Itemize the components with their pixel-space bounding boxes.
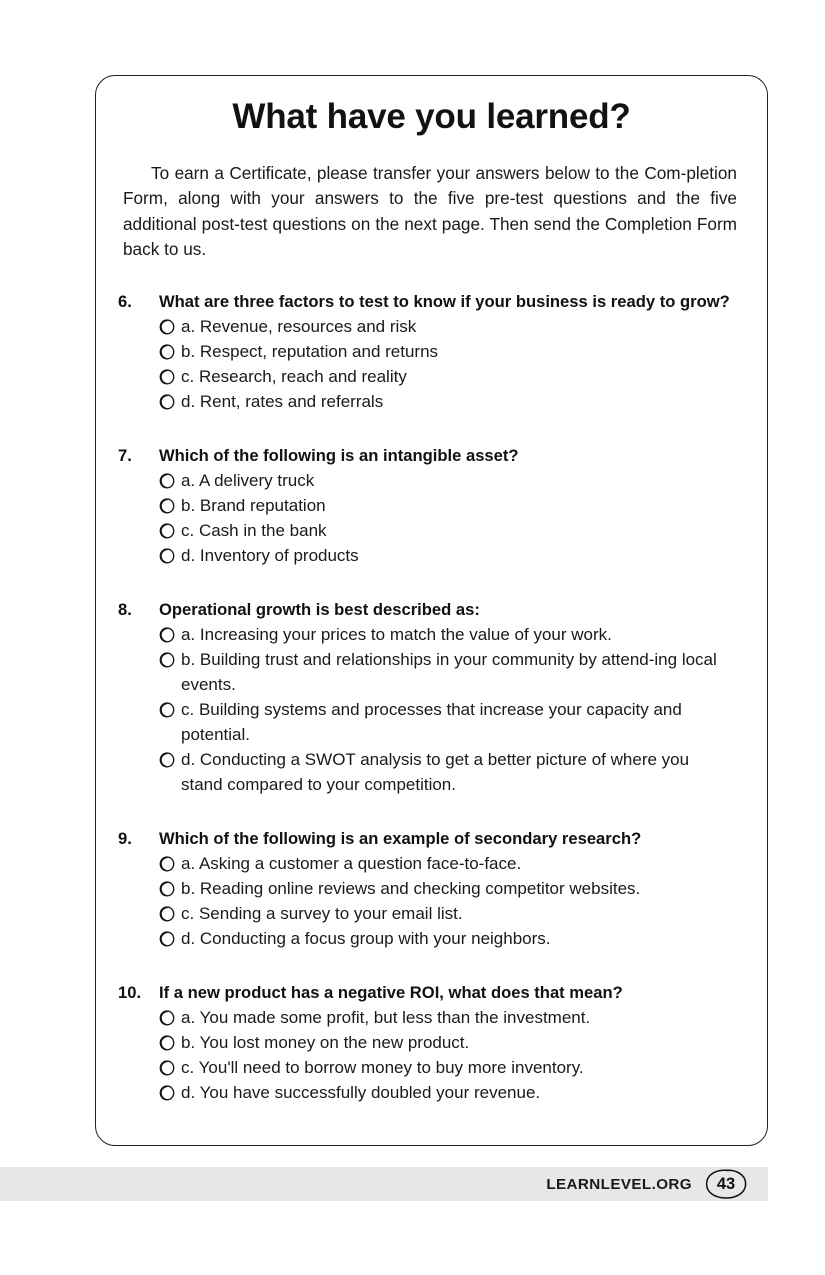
option-label: b. Brand reputation xyxy=(181,495,326,515)
answer-option[interactable] xyxy=(159,876,745,901)
radio-button-icon[interactable] xyxy=(159,697,181,722)
option-label: d. Inventory of products xyxy=(181,545,359,565)
option-label: a. A delivery truck xyxy=(181,470,315,490)
answer-option[interactable] xyxy=(159,543,745,568)
option-label: d. Conducting a SWOT analysis to get a better picture of where you stand compared to your competition. xyxy=(181,749,690,794)
question-prompt: Operational growth is best described as: xyxy=(159,599,480,619)
radio-button-icon[interactable] xyxy=(159,468,181,493)
option-label: b. Reading online reviews and checking competitor websites. xyxy=(181,878,641,898)
question-prompt: Which of the following is an intangible asset? xyxy=(159,445,519,465)
question-heading xyxy=(118,826,745,851)
question-prompt: Which of the following is an example of secondary research? xyxy=(159,828,642,848)
radio-button-icon[interactable] xyxy=(159,1005,181,1030)
answer-option[interactable] xyxy=(159,468,745,493)
footer-content xyxy=(546,1167,748,1201)
radio-button-icon[interactable] xyxy=(159,518,181,543)
radio-button-icon[interactable] xyxy=(159,339,181,364)
option-list xyxy=(118,1005,745,1105)
option-list xyxy=(118,851,745,951)
answer-option[interactable] xyxy=(159,518,745,543)
option-label: d. Rent, rates and referrals xyxy=(181,391,384,411)
question-prompt: What are three factors to test to know if your business is ready to grow? xyxy=(159,291,730,311)
answer-option[interactable] xyxy=(159,1005,745,1030)
answer-option[interactable] xyxy=(159,364,745,389)
answer-option[interactable] xyxy=(159,339,745,364)
radio-button-icon[interactable] xyxy=(159,1080,181,1105)
question-heading xyxy=(118,597,745,622)
question-number: 9. xyxy=(118,828,132,848)
answer-option[interactable] xyxy=(159,1055,745,1080)
option-label: b. You lost money on the new product. xyxy=(181,1032,470,1052)
page-number-badge xyxy=(704,1168,748,1200)
answer-option[interactable] xyxy=(159,314,745,339)
question-block xyxy=(118,289,745,414)
radio-button-icon[interactable] xyxy=(159,364,181,389)
answer-option[interactable] xyxy=(159,926,745,951)
content-card xyxy=(95,75,768,1146)
radio-button-icon[interactable] xyxy=(159,747,181,772)
page-number: 43 xyxy=(716,1174,736,1193)
option-label: c. Research, reach and reality xyxy=(181,366,407,386)
option-list xyxy=(118,622,745,797)
radio-button-icon[interactable] xyxy=(159,493,181,518)
radio-button-icon[interactable] xyxy=(159,389,181,414)
question-block xyxy=(118,980,745,1105)
radio-button-icon[interactable] xyxy=(159,926,181,951)
option-label: a. You made some profit, but less than the investment. xyxy=(181,1007,591,1027)
radio-button-icon[interactable] xyxy=(159,1030,181,1055)
option-list xyxy=(118,468,745,568)
question-block xyxy=(118,443,745,568)
option-label: d. You have successfully doubled your revenue. xyxy=(181,1082,541,1102)
answer-option[interactable] xyxy=(159,747,745,797)
radio-button-icon[interactable] xyxy=(159,543,181,568)
answer-option[interactable] xyxy=(159,901,745,926)
radio-button-icon[interactable] xyxy=(159,901,181,926)
question-block xyxy=(118,826,745,951)
answer-option[interactable] xyxy=(159,851,745,876)
question-heading xyxy=(118,289,745,314)
question-heading xyxy=(118,980,745,1005)
answer-option[interactable] xyxy=(159,697,745,747)
answer-option[interactable] xyxy=(159,493,745,518)
intro-paragraph: To earn a Certificate, please transfer your answers below to the Com-pletion Form, along with your answers to the five pre-test questions and the five additional post-test questions on the next page. Then send the Completion Form back to us. xyxy=(123,162,737,259)
option-label: c. Building systems and processes that increase your capacity and potential. xyxy=(181,699,682,744)
option-label: c. Cash in the bank xyxy=(181,520,327,540)
question-number: 7. xyxy=(118,445,132,465)
footer-site-label: LEARNLEVEL.ORG xyxy=(546,1175,692,1193)
radio-button-icon[interactable] xyxy=(159,622,181,647)
radio-button-icon[interactable] xyxy=(159,876,181,901)
option-label: a. Increasing your prices to match the value of your work. xyxy=(181,624,612,644)
option-label: c. Sending a survey to your email list. xyxy=(181,903,463,923)
option-label: b. Building trust and relationships in your community by attend-ing local events. xyxy=(181,649,717,694)
answer-option[interactable] xyxy=(159,1030,745,1055)
option-label: a. Asking a customer a question face-to-face. xyxy=(181,853,522,873)
answer-option[interactable] xyxy=(159,1080,745,1105)
option-label: c. You'll need to borrow money to buy more inventory. xyxy=(181,1057,584,1077)
question-number: 6. xyxy=(118,291,132,311)
option-label: d. Conducting a focus group with your neighbors. xyxy=(181,928,551,948)
question-list xyxy=(96,289,767,1105)
question-heading xyxy=(118,443,745,468)
answer-option[interactable] xyxy=(159,647,745,697)
question-number: 8. xyxy=(118,599,132,619)
footer-band xyxy=(0,1167,768,1201)
question-block xyxy=(118,597,745,797)
radio-button-icon[interactable] xyxy=(159,314,181,339)
radio-button-icon[interactable] xyxy=(159,1055,181,1080)
page-title: What have you learned? xyxy=(232,97,631,136)
radio-button-icon[interactable] xyxy=(159,851,181,876)
radio-button-icon[interactable] xyxy=(159,647,181,672)
question-number: 10. xyxy=(118,982,142,1002)
option-list xyxy=(118,314,745,414)
answer-option[interactable] xyxy=(159,622,745,647)
option-label: a. Revenue, resources and risk xyxy=(181,316,417,336)
answer-option[interactable] xyxy=(159,389,745,414)
question-prompt: If a new product has a negative ROI, what does that mean? xyxy=(159,982,623,1002)
option-label: b. Respect, reputation and returns xyxy=(181,341,439,361)
